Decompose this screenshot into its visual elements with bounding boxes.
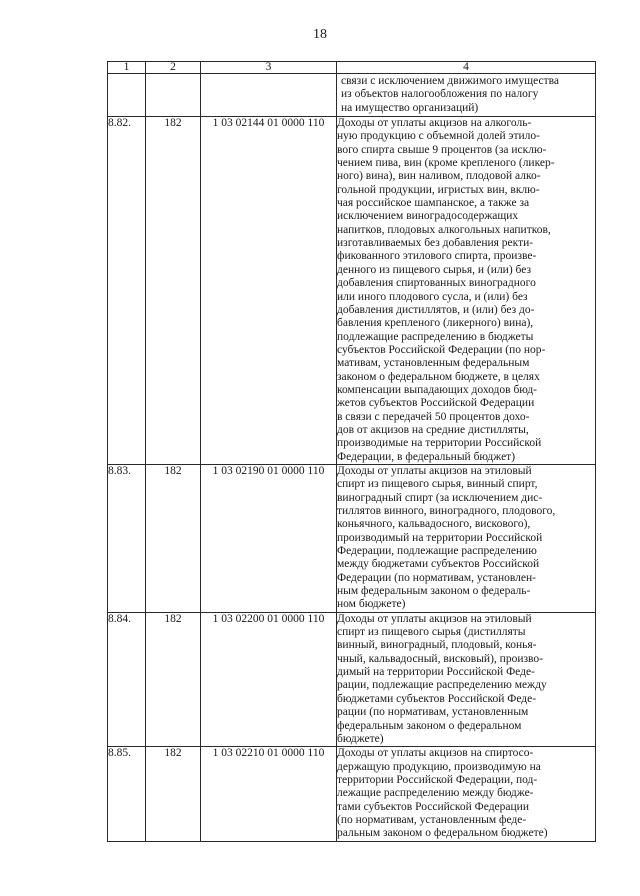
description-line: винный, виноградный, плодовый, конья-: [337, 639, 537, 652]
description-line: ральным законом о федеральном бюджете): [337, 827, 548, 840]
description-line: компенсации выпадающих доходов бюд-: [337, 383, 537, 396]
description-line: Доходы от уплаты акцизов на спиртосо-: [337, 747, 534, 760]
page-number: 18: [313, 27, 327, 42]
description-line: гольной продукции, игристых вин, вклю-: [337, 183, 540, 196]
description-line: спирт из пищевого сырья (дистилляты: [337, 626, 526, 639]
empty-cell: [146, 74, 201, 117]
description-line: добавления спиртованных виноградного: [337, 277, 536, 290]
column-header-4: 4: [337, 62, 596, 74]
description-line: Федерации, в федеральный бюджет): [337, 450, 516, 463]
column-header-2: 2: [146, 62, 201, 74]
table-row: [108, 612, 596, 746]
description-line: изготавливаемых без добавления ректи-: [337, 237, 534, 250]
description-line: держащую продукцию, производимую на: [337, 760, 541, 773]
description-line: Федерации, подлежащие распределению: [337, 545, 537, 558]
row-number: 8.85.: [108, 747, 146, 841]
description-line: Доходы от уплаты акцизов на алкоголь-: [337, 117, 532, 130]
description-line: федеральным законом о федеральном: [337, 719, 522, 732]
description-line: чением пива, вин (кроме крепленого (ликер-: [337, 157, 555, 170]
revenue-classification-table: [107, 61, 596, 842]
description-line: чный, кальвадосный, висковый), произво-: [337, 652, 543, 665]
description-line: субъектов Российской Федерации (по нор-: [337, 343, 546, 356]
budget-classification-code: 1 03 02190 01 0000 110: [201, 464, 337, 612]
description-line: или иного плодового сусла, и (или) без: [337, 290, 528, 303]
description-line: тиллятов винного, виноградного, плодового,: [337, 505, 556, 517]
description-line: фикованного этилового спирта, произве-: [337, 250, 537, 263]
description-line: денного из пищевого сырья, и (или) без: [337, 263, 532, 276]
description-line: территории Российской Федерации, под-: [337, 773, 538, 786]
description-line: мативам, установленным федеральным: [337, 357, 530, 370]
description-line: бюджетами субъектов Российской Феде-: [337, 692, 537, 705]
description-line: ным федеральным законом о федераль-: [337, 585, 531, 598]
description-line: законом о федеральном бюджете, в целях: [337, 370, 540, 383]
continuation-row: [108, 74, 596, 117]
budget-classification-code: 1 03 02144 01 0000 110: [201, 117, 337, 465]
row-number: 8.84.: [108, 612, 146, 746]
description-line: между бюджетами субъектов Российской: [337, 558, 540, 571]
description-line: (по нормативам, установленным феде-: [337, 813, 527, 826]
administrator-code: 182: [146, 612, 201, 746]
description-line: ного) вина), вин наливом, плодовой алко-: [337, 170, 541, 183]
description-line: коньячного, кальвадосного, вискового),: [337, 518, 531, 531]
description-line: виноградный спирт (за исключением дис-: [337, 491, 543, 504]
header-row: [108, 62, 596, 74]
description-line: чая российское шампанское, а также за: [337, 197, 530, 210]
description-line: производимые на территории Российской: [337, 437, 542, 450]
description-line: производимый на территории Российской: [337, 531, 543, 544]
description-line: на имущество организаций): [341, 101, 479, 114]
description-line: напитков, плодовых алкогольных напитков,: [337, 223, 551, 236]
column-header-1: 1: [108, 62, 146, 74]
budget-classification-code: 1 03 02210 01 0000 110: [201, 747, 337, 841]
row-number: 8.83.: [108, 464, 146, 612]
table-row: [108, 464, 596, 612]
table-row: [108, 747, 596, 841]
empty-cell: [201, 74, 337, 117]
description-line: жетов субъектов Российской Федерации: [337, 397, 535, 410]
administrator-code: 182: [146, 747, 201, 841]
revenue-description: [337, 612, 596, 746]
description-line: спирт из пищевого сырья, винный спирт,: [337, 478, 538, 491]
administrator-code: 182: [146, 464, 201, 612]
description-line: Доходы от уплаты акцизов на этиловый: [337, 464, 532, 477]
description-line: исключением виноградосодержащих: [337, 210, 519, 223]
description-line: дов от акцизов на средние дистилляты,: [337, 423, 529, 436]
description-line: димый на территории Российской Феде-: [337, 666, 535, 679]
description-line: рации, подлежащие распределению между: [337, 679, 547, 692]
row-number: 8.82.: [108, 117, 146, 465]
description-line: бюджете): [337, 732, 384, 745]
empty-cell: [108, 74, 146, 117]
description-line: из объектов налогообложения по налогу: [341, 88, 539, 101]
description-line: рации (по нормативам, установленным: [337, 706, 529, 719]
description-line: подлежащие распределению в бюджеты: [337, 330, 534, 343]
description-line: связи с исключением движимого имущества: [341, 75, 559, 87]
description-line: лежащие распределению между бюдже-: [337, 787, 534, 800]
description-line: ном бюджете): [337, 598, 406, 611]
description-line: ную продукцию с объемной долей этило-: [337, 130, 540, 143]
description-line: Федерации (по нормативам, установлен-: [337, 571, 537, 584]
budget-classification-code: 1 03 02200 01 0000 110: [201, 612, 337, 746]
table-row: [108, 117, 596, 465]
description-line: в связи с передачей 50 процентов дохо-: [337, 410, 530, 423]
revenue-description: [337, 747, 596, 841]
description-line: Доходы от уплаты акцизов на этиловый: [337, 612, 532, 625]
description-line: бавления крепленого (ликерного) вина),: [337, 317, 534, 330]
continuation-description: [337, 74, 596, 117]
description-line: тами субъектов Российской Федерации: [337, 800, 529, 813]
column-header-3: 3: [201, 62, 337, 74]
revenue-description: [337, 117, 596, 465]
description-line: добавления дистиллятов, и (или) без до-: [337, 303, 535, 316]
description-line: вого спирта свыше 9 процентов (за исклю-: [337, 143, 547, 156]
revenue-description: [337, 464, 596, 612]
administrator-code: 182: [146, 117, 201, 465]
